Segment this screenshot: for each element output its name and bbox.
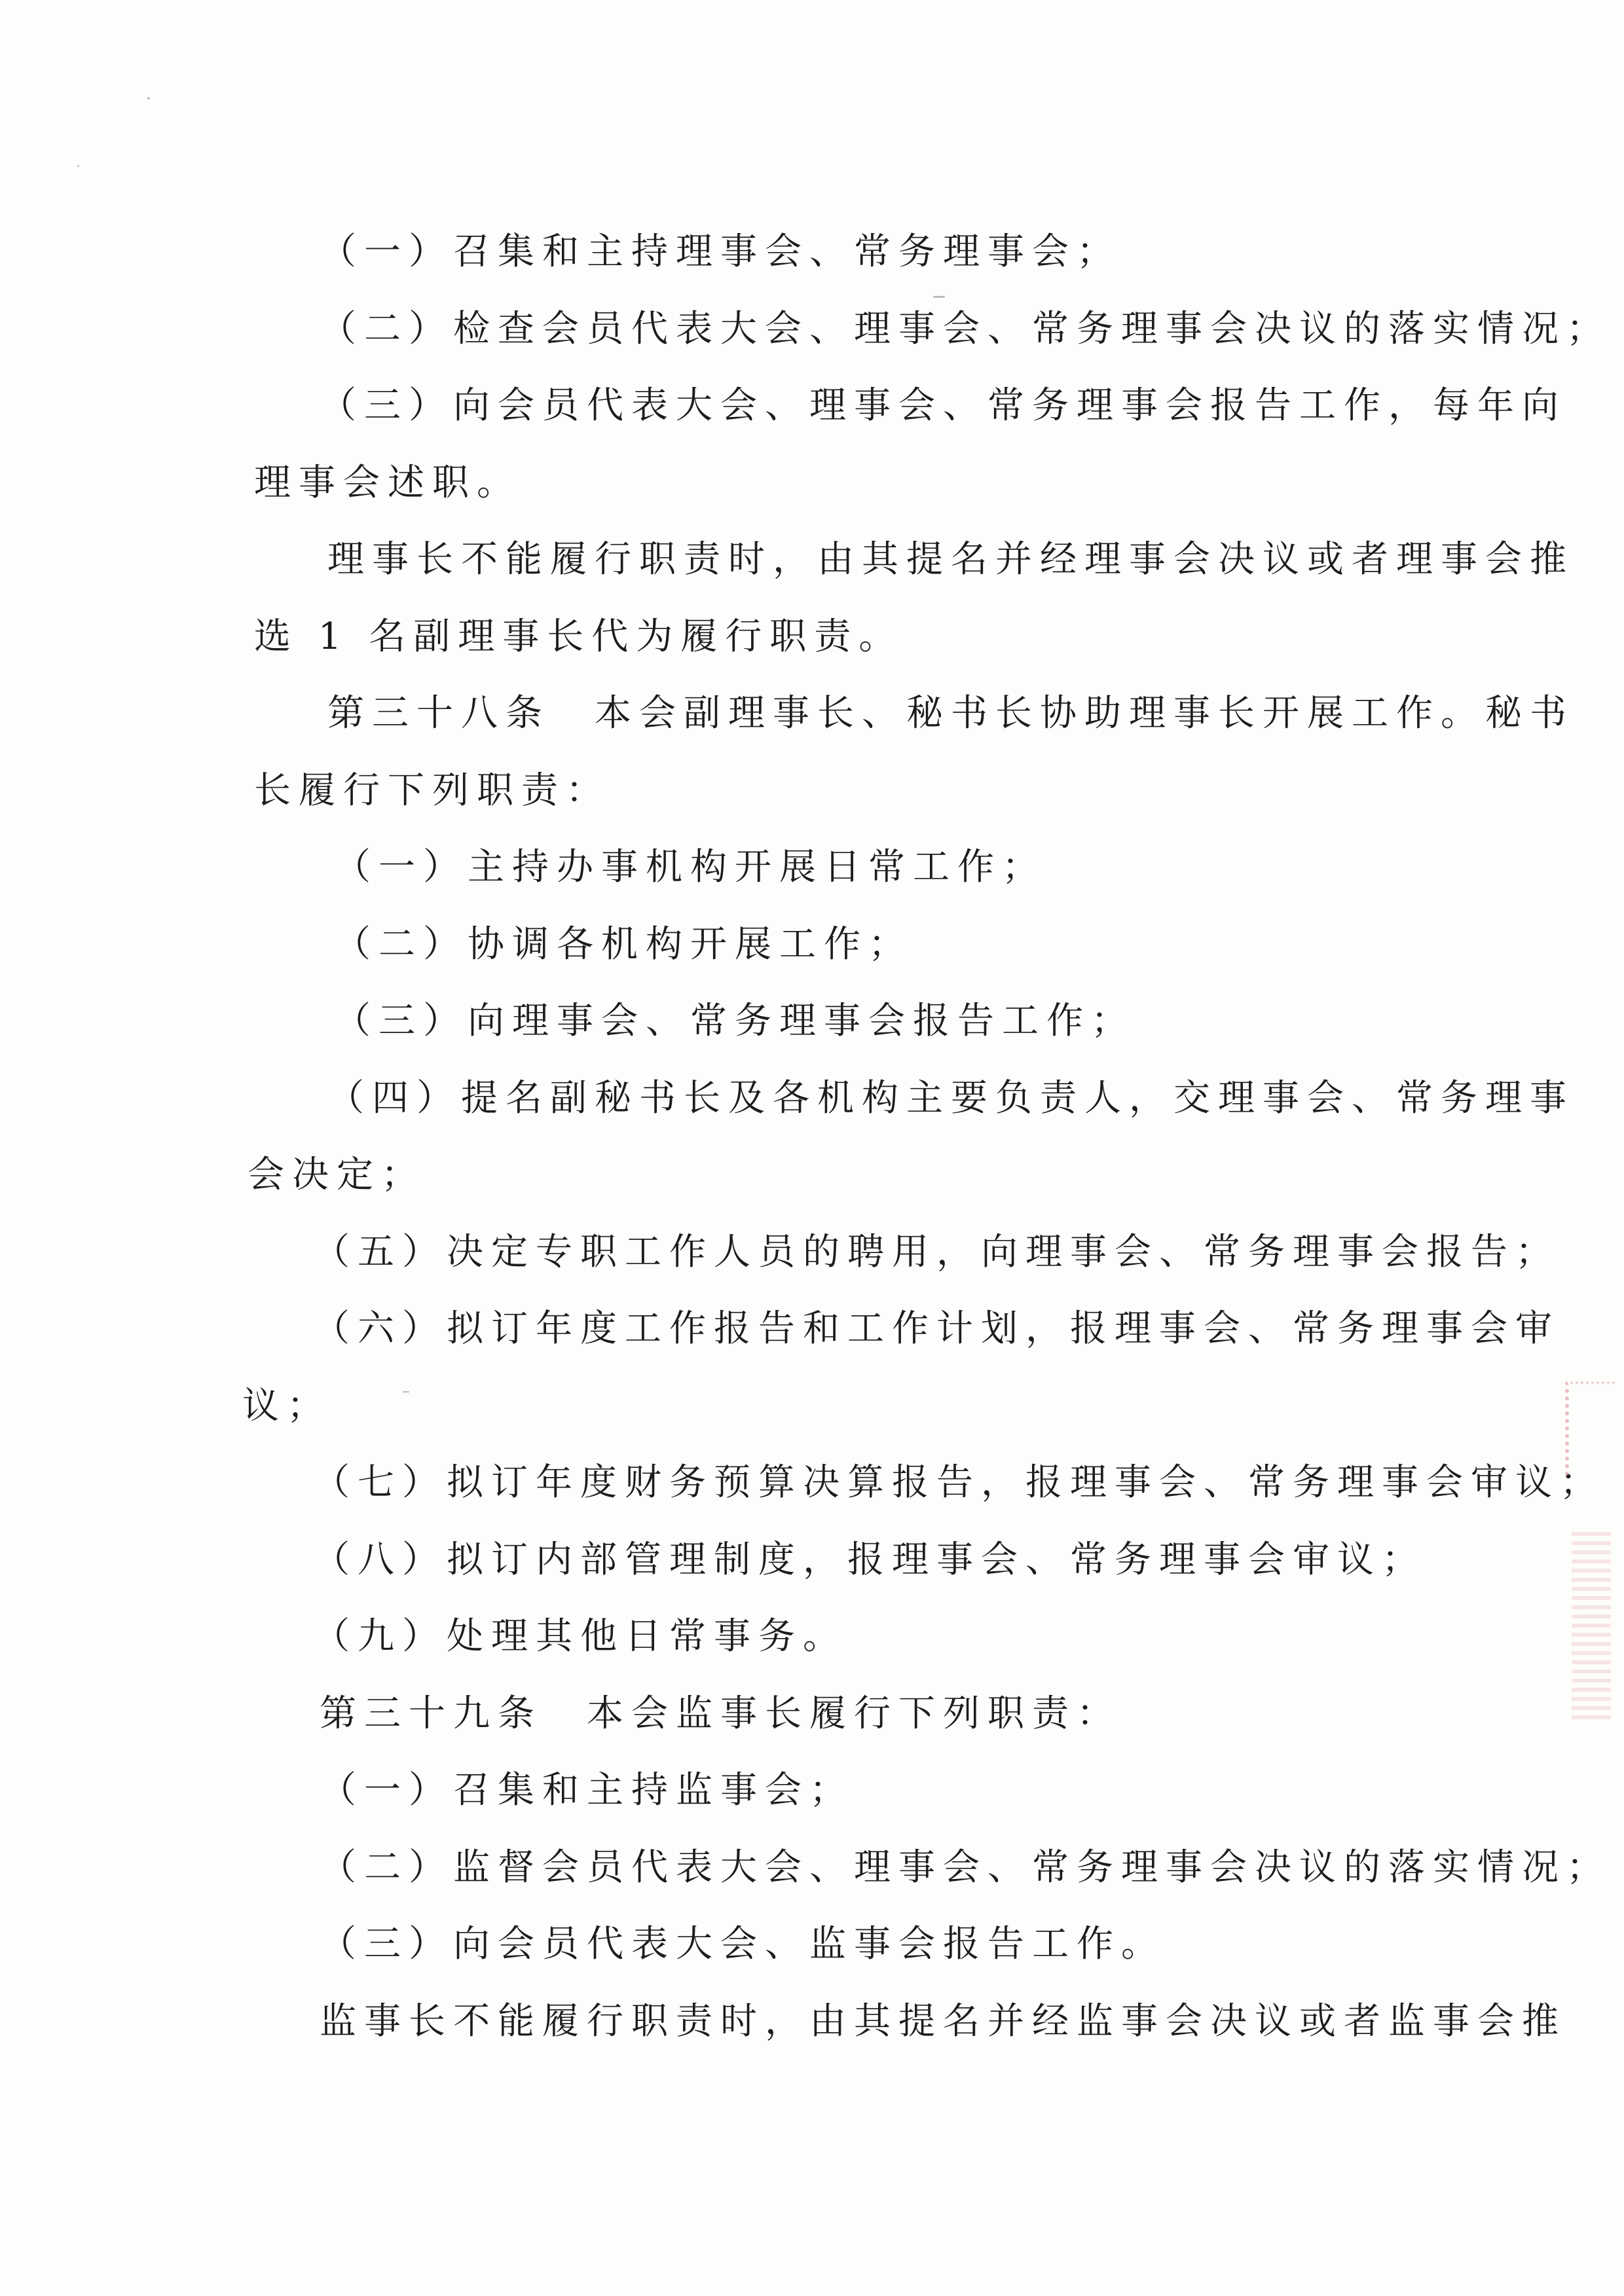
- text-line: （八）拟订内部管理制度，报理事会、常务理事会审议；: [313, 1539, 1426, 1581]
- text-line: 理事长不能履行职责时，由其提名并经理事会决议或者理事会推: [327, 538, 1574, 581]
- scan-speck: [933, 296, 945, 298]
- text-line: （一）召集和主持监事会；: [320, 1769, 854, 1812]
- seal-stamp-fragment: [1559, 1381, 1617, 1722]
- text-line: （七）拟订年度财务预算决算报告，报理事会、常务理事会审议；: [313, 1461, 1604, 1504]
- text-line: 第三十八条 本会副理事长、秘书长协助理事长开展工作。秘书: [327, 692, 1574, 735]
- text-line: （二）监督会员代表大会、理事会、常务理事会决议的落实情况；: [320, 1846, 1611, 1889]
- text-line: （二）检查会员代表大会、理事会、常务理事会决议的落实情况；: [320, 308, 1611, 350]
- text-line: （四）提名副秘书长及各机构主要负责人，交理事会、常务理事: [327, 1077, 1574, 1120]
- text-line: 理事会述职。: [254, 462, 521, 504]
- text-line: （三）向会员代表大会、监事会报告工作。: [320, 1923, 1166, 1965]
- scan-speck: [77, 165, 79, 167]
- text-line: （九）处理其他日常事务。: [313, 1615, 847, 1658]
- text-line: （二）协调各机构开展工作；: [334, 923, 913, 966]
- text-line: 长履行下列职责：: [254, 769, 610, 812]
- text-line: （一）主持办事机构开展日常工作；: [334, 846, 1046, 888]
- text-line: （一）召集和主持理事会、常务理事会；: [320, 230, 1121, 273]
- scan-speck: [403, 1391, 409, 1393]
- text-line: 会决定；: [248, 1154, 426, 1196]
- text-line: （五）决定专职工作人员的聘用，向理事会、常务理事会报告；: [313, 1231, 1560, 1273]
- text-line: 议；: [242, 1385, 331, 1427]
- text-line: 选 1 名副理事长代为履行职责。: [254, 615, 904, 658]
- text-line: （三）向理事会、常务理事会报告工作；: [334, 1000, 1135, 1042]
- text-line: 监事长不能履行职责时，由其提名并经监事会决议或者监事会推: [320, 2000, 1566, 2043]
- text-line: （三）向会员代表大会、理事会、常务理事会报告工作，每年向: [320, 384, 1566, 427]
- text-line: 第三十九条 本会监事长履行下列职责：: [320, 1692, 1121, 1735]
- text-line: （六）拟订年度工作报告和工作计划，报理事会、常务理事会审: [313, 1307, 1560, 1350]
- scan-speck: [147, 97, 150, 100]
